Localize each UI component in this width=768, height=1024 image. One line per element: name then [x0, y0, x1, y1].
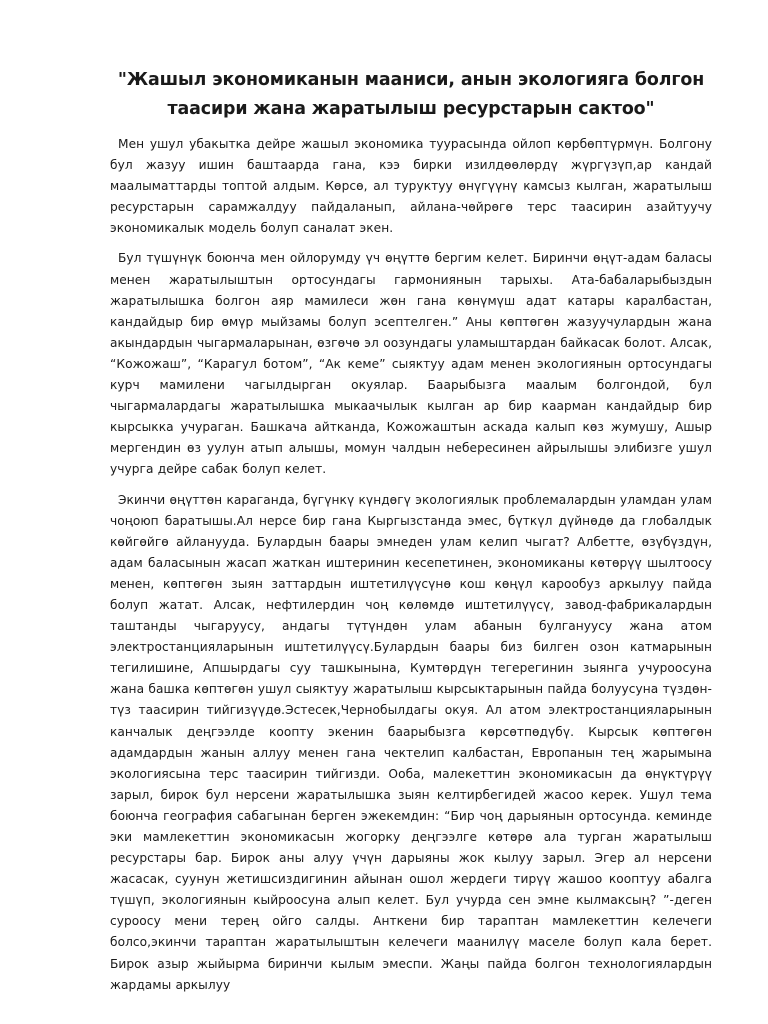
paragraph-1: Мен ушул убакытка дейре жашыл экономика туурасында ойлоп көрбөптүрмүн. Болгону бул жазуу ишин баштаарда гана, кээ бирки изилдөөлөрдү жүргүзүп,ар кандай маалыматтарды топтой алдым. Көрсө, ал туруктуу өнүгүүнү камсыз кылган, жаратылыш ресурстарын сарамжалдуу пайдаланып, айлана-чөйрөгө терс таасирин азайтуучу экономикалык модель болуп саналат экен.	[110, 137, 712, 236]
document-page	[110, 66, 712, 1005]
document-title	[110, 66, 712, 124]
title-line-2: таасири жана жаратылыш ресурстарын сактоо"	[167, 99, 655, 119]
title-line-1: "Жашыл экономиканын мааниси, анын экологияга болгон	[117, 70, 705, 90]
paragraph-3: Экинчи өңүттөн караганда, бүгүнкү күндөгү экологиялык проблемалардын уламдан улам чоңоюп баратышы.Ал нерсе бир гана Кыргызстанда эмес, бүткүл дүйнөдө да глобалдык көйгөйгө айланууда. Булардын баары эмнеден улам келип чыгат? Албетте, өзүбүздүн, адам баласынын жасап жаткан иштеринин кесепетинен, экономиканы көтөрүү шылтоосу менен, көптөгөн зыян заттардын иштетилүүсүнө кош көңүл карообуз аркылуу пайда болуп жатат. Алсак, нефтилердин чоң көлөмдө иштетилүүсү, завод-фабрикалардын таштанды чыгаруусу, андагы түтүндөн улам абанын булгануусу жана атом электростанцияларынын иштетилүүсү.Булардын баары биз билген озон катмарынын тегилишине, Апшырдагы суу ташкынына, Кумтөрдүн тегерегинин зыянга учуроосуна жана башка көптөгөн ушул сыяктуу жаратылыш кырсыктарынын пайда болуусуна түздөн-түз таасирин тийгизүүдө.Эстесек,Чернобылдагы окуя. Ал атом электростанцияларынын канчалык деңгээлде коопту экенин баарыбызга көрсөтпөдүбү. Кырсык көптөгөн адамдардын жанын аллуу менен гана чектелип калбастан, Европанын тең жарымына экологиясына терс таасирин тийгизди. Ооба, малекеттин экономикасын да өнүктүрүү зарыл, бирок бул нерсени жаратылышка зыян келтирбегидей жасоо керек. Ушул тема боюнча география сабагынан берген эжекемдин: “Бир чоң дарыянын ортосунда. кеминде эки мамлекеттин экономикасын жогорку деңгээлге көтөрө ала турган жаратылыш ресурстары бар. Бирок аны алуу үчүн дарыяны жок кылуу зарыл. Эгер ал нерсени жасасак, суунун жетишсиздигинин айынан ошол жердеги тирүү жашоо кооптуу абалга түшүп, экологиянын кыйроосуна алып келет. Бул учурда сен эмне кылмаксың? ”-деген суроосу мени терең ойго салды. Анткени бир тараптан мамлекеттин келечеги болсо,экинчи тараптан жаратылыштын келечеги маанилүү маселе болуп кала берет. Бирок азыр жыйырма биринчи кылым эмеспи. Жаңы пайда болгон технологиялардын жардамы аркылуу	[110, 492, 712, 992]
paragraph-2: Бул түшүнүк боюнча мен ойлорумду үч өңүттө бергим келет. Биринчи өңүт-адам баласы менен жаратылыштын ортосундагы гармониянын тарыхы. Ата-бабаларыбыздын жаратылышка болгон аяр мамилеси жөн гана көнүмүш адат катары каралбастан, кандайдыр бир өмүр мыйзамы болуп эсептелген.” Аны көптөгөн жазуучулардын жана акындардын чыгармаларынан, өзгөчө эл оозундагы уламыштардан байкасак болот. Алсак, “Кожожаш”, “Карагул ботом”, “Ак кеме” сыяктуу адам менен экологиянын ортосундагы курч мамилени чагылдырган окуялар. Баарыбызга маалым болгондой, бул чыгармалардагы жаратылышка мыкаачылык кылган ар бир каарман кандайдыр бир кырсыкка учураган. Башкача айтканда, Кожожаштын аскада калып көз жумушу, Ашыр мергендин өз уулун атып алышы, момун чалдын небересинен айрылышы элибизге ушул учурга дейре сабак болуп келет.	[110, 251, 712, 477]
